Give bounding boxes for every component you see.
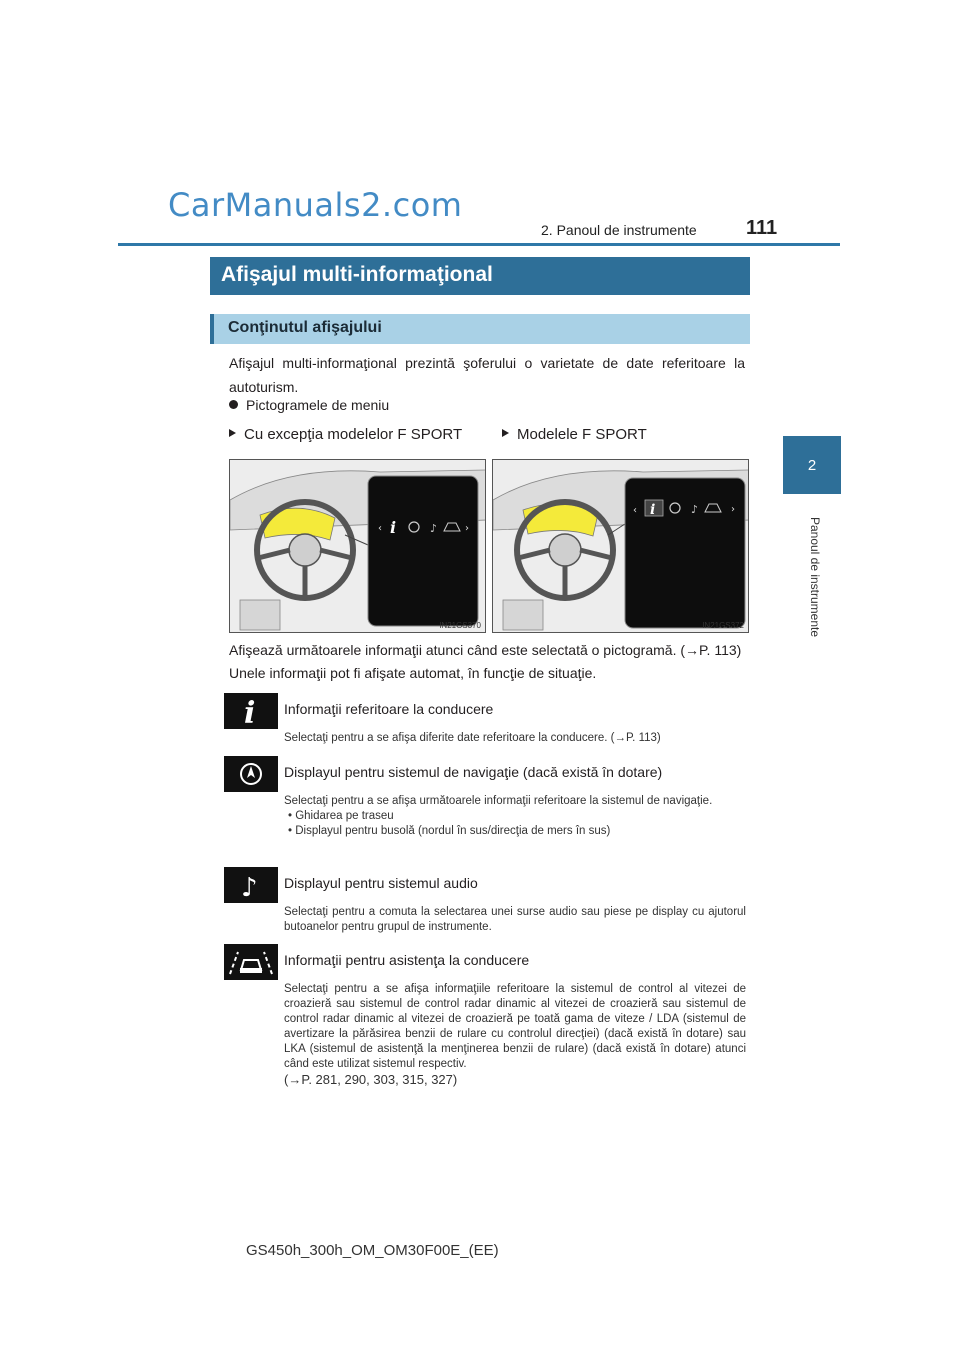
entry-body-driving-assist (284, 982, 746, 1087)
chapter-title: 2. Panoul de instrumente (541, 222, 697, 238)
entry-body-driving-info (284, 731, 746, 746)
section-heading: Afişajul multi-informaţional (210, 257, 750, 295)
entry-body-line: Selectaţi pentru a se afişa diferite date referitoare la conducere. (→P. 113) (284, 732, 661, 744)
entry-body-bullet: • Ghidarea pe traseu (288, 810, 394, 822)
figure-code: IN21GS372 (702, 621, 744, 630)
svg-text:i: i (244, 696, 256, 729)
model-label-text: Cu excepţia modelelor F SPORT (244, 426, 463, 443)
model-label-fsport (502, 426, 647, 443)
chapter-tab: 2 (783, 436, 841, 494)
figure-dashboard-fsport (492, 459, 749, 633)
entry-title-driving-assist: Informaţii pentru asistenţa la conducere (284, 952, 530, 968)
bullet-icon (229, 400, 238, 409)
entry-title-audio: Displayul pentru sistemul audio (284, 875, 478, 891)
intro-paragraph: Afişajul multi-informaţional prezintă şoferului o varietate de date referitoare la autoturism. (229, 355, 745, 395)
entry-body-bullet: • Displayul pentru busolă (nordul în sus/direcţia de mers în sus) (288, 825, 611, 837)
menu-icons-bullet (229, 397, 389, 413)
driving-assist-icon (224, 944, 278, 980)
figure-dashboard-standard (229, 459, 486, 633)
svg-text:›: › (465, 523, 469, 534)
document-code: GS450h_300h_OM_OM30F00E_(EE) (246, 1242, 499, 1259)
navigation-icon (224, 756, 278, 792)
page-number: 111 (746, 217, 778, 239)
bullet-text: Pictogramele de meniu (246, 397, 390, 413)
watermark-logo: CarManuals2.com (168, 186, 463, 224)
figure-code: IN21GS370 (439, 621, 481, 630)
entry-body-line: Selectaţi pentru a se afişa următoarele informaţii referitoare la sistemul de navigaţie. (284, 795, 713, 807)
entry-body-line: Selectaţi pentru a comuta la selectarea unei surse audio sau piese pe display cu ajutorul butoanelor pentru grupul de instrumente. (284, 906, 746, 933)
triangle-marker-icon (502, 429, 509, 437)
svg-text:♪: ♪ (241, 873, 258, 903)
svg-text:i: i (650, 502, 656, 518)
triangle-marker-icon (229, 429, 236, 437)
entry-body-audio (284, 905, 746, 935)
model-label-standard (229, 426, 462, 443)
chapter-side-label-text: Panoul de instrumente (808, 516, 822, 638)
model-label-text: Modelele F SPORT (517, 426, 647, 443)
entry-body-line: Selectaţi pentru a se afişa informaţiile referitoare la sistemul de control al vitezei de croazieră sau sistemul de control radar dinamic al vitezei de croazieră sau sistemul de control radar dinamic al vitezei de croazieră pe toată gama de viteze / LDA (sistemul de avertizare la părăsirea benzii de rulare cu controlul direcţiei) (dacă există în dotare) sau LKA (sistemul de asistenţă la menţinerea benzii de rulare) (dacă există în dotare) atunci când este utilizat sistemul respectiv. (284, 983, 746, 1070)
svg-text:‹: ‹ (633, 505, 637, 516)
entry-body-navigation (284, 794, 746, 839)
dashboard-illustration (493, 460, 749, 633)
entry-title-navigation: Displayul pentru sistemul de navigaţie (dacă există în dotare) (284, 764, 663, 780)
svg-text:♪: ♪ (430, 522, 438, 535)
svg-text:‹: ‹ (378, 523, 382, 534)
music-note-icon (224, 867, 278, 903)
svg-text:›: › (731, 504, 735, 515)
svg-text:i: i (390, 518, 397, 537)
header-rule (118, 243, 840, 246)
page-reference-links: (→P. 281, 290, 303, 315, 327) (284, 1072, 458, 1087)
description-line-1: Afişează următoarele informaţii atunci când este selectată o pictogramă. (→P. 113) (229, 642, 742, 658)
description-line-2: Unele informaţii pot fi afişate automat, în funcţie de situaţie. (229, 665, 597, 681)
subsection-heading: Conţinutul afişajului (210, 314, 750, 344)
chapter-side-label (805, 512, 825, 642)
info-icon (224, 693, 278, 729)
dashboard-illustration (230, 460, 486, 633)
svg-text:♪: ♪ (691, 503, 699, 516)
entry-title-driving-info: Informaţii referitoare la conducere (284, 701, 494, 717)
